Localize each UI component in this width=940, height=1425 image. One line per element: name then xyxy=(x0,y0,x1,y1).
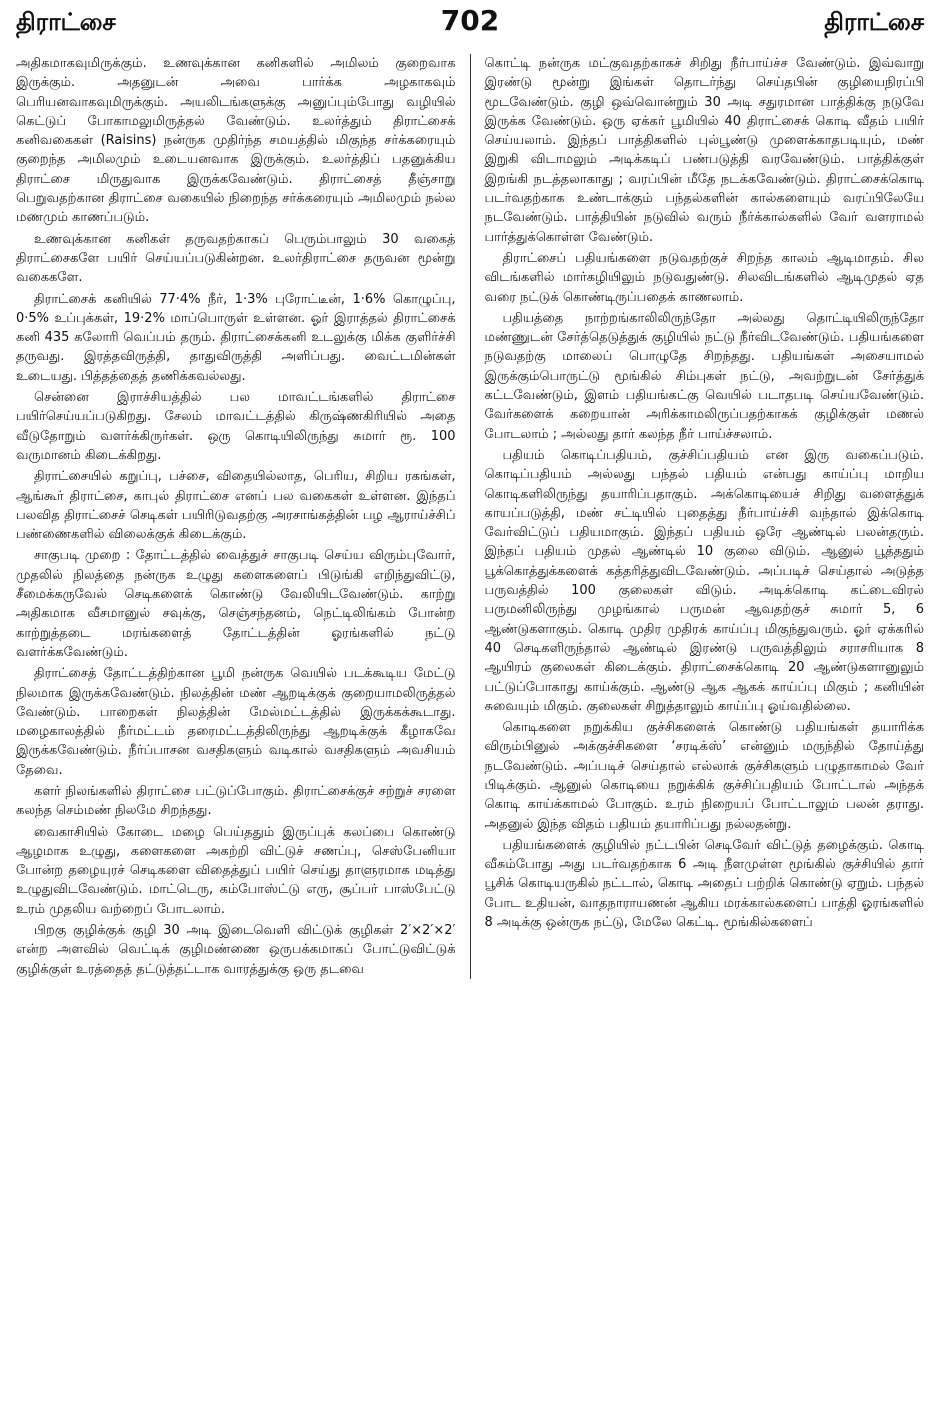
paragraph: திராட்சையில் கறுப்பு, பச்சை, விதையில்லாத, பெரிய, சிறிய ரகங்கள், ஆங்கூர் திராட்சை, காபுல் திராட்சை எனப் பல வகைகள் உள்ளன. இந்தப் பலவித திராட்சைச் செடிகள் பயிரிடுவதற்கு அரசாங்கத்தின் பழ ஆராய்ச்சிப் பண்ணைகளில் விலைக்குக் கிடைக்கும். xyxy=(16,469,456,543)
paragraph: பதியத்தை நாற்றங்காலிலிருந்தோ அல்லது தொட்டியிலிருந்தோ மண்ணுடன் சேர்த்தெடுத்துக் குழியில் நட்டு நீர்விடவேண்டும். பதியங்களை நடுவதற்கு மாலைப் பொழுதே சிறந்தது. பதியங்கள் அசையாமல் இருக்கும்பொருட்டு மூங்கில் சிம்புகள் நட்டு, அவற்றுடன் சேர்த்துக் கட்டவேண்டும், இளம் பதியங்கட்கு வெயில் படாதபடி செய்யவேண்டும். வேர்களைக் கறையான் அரிக்காமலிருப்பதற்காகக் குழிக்குள் மணல் போடலாம் ; அல்லது தார் கலந்த நீர் பாய்ச்சலாம். xyxy=(484,310,925,442)
paragraph: திராட்சைப் பதியங்களை நடுவதற்குச் சிறந்த காலம் ஆடிமாதம். சில விடங்களில் மார்கழியிலும் நடுவதுண்டு. சிலவிடங்களில் ஆடிமுதல் ஏத வரை நட்டுக் கொண்டிருப்பதைக் காணலாம். xyxy=(484,250,925,305)
right-column xyxy=(485,54,925,932)
running-title-right: திராட்சை xyxy=(824,8,924,36)
page-number: 702 xyxy=(440,4,500,37)
page-header xyxy=(16,4,924,54)
left-column xyxy=(16,54,456,979)
paragraph: கொட்டி நன்ருக மட்குவதற்காகச் சிறிது நீர்பாய்ச்ச வேண்டும். இவ்வாறு இரண்டு மூன்று இங்கள் தொடர்ந்து செய்தபின் குழியைநிரப்பி மூடவேண்டும். குழி ஒவ்வொன்றும் 30 அடி சதுரமான பாத்திக்கு நடுவே இருக்க வேண்டும். ஒரு ஏக்கர் பூமியில் 40 திராட்சைக் கொடி வீதம் பயிர் செய்யலாம். இந்தப் பாத்திகளில் புல்பூண்டு முளைக்காதபடியும், மண் இறுகி விடாமலும் அடிக்கடிப் பண்படுத்தி வரவேண்டும். பாத்திக்குள் இறங்கி நடத்தலாகாது ; வரப்பின் மீதே நடக்கவேண்டும். திராட்சைக்கொடி படர்வதற்காக உண்டாக்கும் பந்தல்களின் கால்களையும் வரப்பிலேயே நடவேண்டும். பாத்தியின் நடுவில் வரும் நீர்க்கால்களில் வேர் வளராமல் பார்த்துக்கொள்ள வேண்டும். xyxy=(484,56,925,245)
paragraph: திராட்சைக் கனியில் 77·4% நீர், 1·3% புரோட்டீன், 1·6% கொழுப்பு, 0·5% உப்புக்கள், 19·2% மாப்பொருள் உள்ளன. ஓர் இராத்தல் திராட்சைக் கனி 435 கலோரி வெப்பம் தரும். திராட்சைக்கனி உடலுக்கு மிக்க குளிர்ச்சி தருவது. இரத்தவிருத்தி, தாதுவிருத்தி அளிப்பது. வைட்டமின்கள் உடையது. பித்தத்தைத் தணிக்கவல்லது. xyxy=(16,291,456,384)
paragraph: உணவுக்கான கனிகள் தருவதற்காகப் பெரும்பாலும் 30 வகைத் திராட்சைகளே பயிர் செய்யப்படுகின்றன. உலர்திராட்சை தருவன மூன்று வகைகளே. xyxy=(16,231,456,286)
paragraph: சென்னை இராச்சியத்தில் பல மாவட்டங்களில் திராட்சை பயிர்செய்யப்படுகிறது. சேலம் மாவட்டத்தில் கிருஷ்ணகிரியில் அதை வீடுதோறும் வளர்க்கிருர்கள். ஒரு கொடியிலிருந்து சுமார் ரூ. 100 வருமானம் கிடைக்கிறது. xyxy=(16,390,456,463)
paragraph: களர் நிலங்களில் திராட்சை பட்டுப்போகும். திராட்சைக்குச் சற்றுச் சரளை கலந்த செம்மண் நிலமே சிறந்தது. xyxy=(16,783,456,819)
paragraph: வைகாசியில் கோடை மழை பெய்ததும் இருப்புக் கலப்பை கொண்டு ஆழமாக உழுது, களைகளை அகற்றி விட்டுச் சணப்பு, செஸ்பேனியா போன்ற தழையுரச் செடிகளை விதைத்துப் பயிர் செய்து தாளுரமாக மடித்து உழுதுவிடவேண்டும். மாட்டெரு, கம்போஸ்ட்டு எரு, சூப்பர் பாஸ்பேட்டு உரம் முதலிய வற்றைப் போடலாம். xyxy=(16,824,456,917)
paragraph: பிறகு குழிக்குக் குழி 30 அடி இடைவெளி விட்டுக் குழிகள் 2′×2′×2′ என்ற அளவில் வெட்டிக் குழிமண்ணை ஒருபக்கமாகப் போட்டுவிட்டுக் குழிக்குள் உரத்தைத் தட்டுத்தட்டாக வாரத்துக்கு ஒரு தடவை xyxy=(16,923,456,977)
running-title-left: திராட்சை xyxy=(16,8,116,36)
paragraph: திராட்சைத் தோட்டத்திற்கான பூமி நன்ருக வெயில் படக்கூடிய மேட்டு நிலமாக இருக்கவேண்டும். நிலத்தின் மண் ஆறடிக்குக் குறையாமலிருத்தல் வேண்டும். பாறைகள் நிலத்தின் மேல்மட்டத்தில் இருக்கக்கூடாது. மழைகாலத்தில் நீர்மட்டம் தரைமட்டத்திலிருந்து ஆறடிக்குக் கீழாகவே இருக்கவேண்டும். நீர்ப்பாசன வசதிகளும் வடிகால் வசதிகளும் அவசியம் தேவை. xyxy=(16,666,456,778)
paragraph: பதியங்களைக் குழியில் நட்டபின் செடிவேர் விட்டுத் தழைக்கும். கொடி வீசும்போது அது படர்வதற்காக 6 அடி நீளமுள்ள மூங்கில் குச்சியில் தார் பூசிக் கொடியருகில் நட்டால், கொடி அதைப் பற்றிக் கொண்டு ஏறும். பந்தல் போட உதியன், வாதநாராயணன் ஆகிய மரக்கால்களைப் பாத்தி ஓரங்களில் 8 அடிக்கு ஒன்ருக நட்டு, மேலே கெட்டி. மூங்கில்களைப் xyxy=(484,837,925,931)
paragraph: அதிகமாகவுமிருக்கும். உணவுக்கான கனிகளில் அமிலம் குறைவாக இருக்கும். அதனுடன் அவை பார்க்க அழகாகவும் பெரியனவாகவுமிருக்கும். அயலிடங்களுக்கு அனுப்பும்போது வழியில் கெட்டுப் போகாமலுமிருத்தல் வேண்டும். உலர்த்தும் திராட்சைக் கனிவகைகள் (Raisins) நன்ருக முதிர்ந்த சமயத்தில் மிகுந்த சர்க்கரையும் குறைந்த அமிலமும் உடையனவாக இருக்கும். உலர்த்திப் பதனுக்கிய திராட்சை மிருதுவாக இருக்கவேண்டும். திராட்சைத் தீஞ்சாறு பெறுவதற்கான திராட்சை வகையில் நிறைந்த சர்க்கரையும் அமிலமும் நல்ல மணமும் காணப்படும். xyxy=(16,56,456,226)
paragraph: கொடிகளை நறுக்கிய குச்சிகளைக் கொண்டு பதியங்கள் தயாரிக்க விரும்பினுல் அக்குச்சிகளை ‘சரடிக்ஸ்’ என்னும் மருந்தில் தோய்த்து நடவேண்டும். அப்படிச் செய்தால் எல்லாக் குச்சிகளும் பழுதாகாமல் வேர் பிடிக்கும். ஆனுல் கொடியை நறுக்கிக் குச்சிப்பதியம் போட்டால் அந்தக் கொடி காய்க்காமல் போகும். உரம் நிறையப் போட்டாலும் பலன் தராது. அதனுல் இந்த விதம் பதியம் தயாரிப்பது நல்லதன்று. xyxy=(484,720,925,832)
paragraph: பதியம் கொடிப்பதியம், குச்சிப்பதியம் என இரு வகைப்படும். கொடிப்பதியம் அல்லது பந்தல் பதியம் என்பது காய்ப்பு மாறிய கொடிகளிலிருந்து தயாரிப்பதாகும். அக்கொடியைச் சிறிது வளைத்துக் காயப்படுத்தி, மண் சட்டியில் புதைத்து நீர்பாய்ச்சி வந்தால் இக்கொடி வேர்விட்டுப் பதியமாகும். இந்தப் பதியம் ஒரே ஆண்டில் பலன்தரும். இந்தப் பதியம் முதல் ஆண்டில் 10 குலை விடும். ஆனுல் பூத்ததும் பூக்கொத்துக்களைக் கத்தரித்துவிடவேண்டும். அப்படிச் செய்தால் அடுத்த பருவத்தில் 100 குலைகள் விடும். அடிக்கொடி கட்டைவிரல் பருமனிலிருந்து முழங்கால் பருமன் ஆவதற்குச் சுமார் 5, 6 ஆண்டுகளாகும். கொடி முதிர முதிரக் காய்ப்பு மிகுந்துவரும். ஓர் ஏக்கரில் 40 செடிகளிருந்தால் ஆண்டில் இரண்டு பருவத்திலும் சராசரியாக 8 ஆயிரம் குலைகள் கிடைக்கும். திராட்சைக்கொடி 20 ஆண்டுகளானுலும் பட்டுப்போகாது காய்க்கும். ஆண்டு ஆக ஆகக் காய்ப்பு மிகும் ; கனியின் சுவையும் மிகும். குலைகள் சிறுத்தாலும் காய்ப்பு ஓய்வதில்லை. xyxy=(484,447,925,714)
two-column-body xyxy=(16,54,924,979)
column-divider xyxy=(470,54,471,979)
paragraph: சாகுபடி முறை : தோட்டத்தில் வைத்துச் சாகுபடி செய்ய விரும்புவோர், முதலில் நிலத்தை நன்ருக உழுது களைகளைப் பிடுங்கி எறிந்துவிட்டு, சீமைக்கருவேல் செடிகளைக் கொண்டு வேலியிடவேண்டும். காற்று அதிகமாக வீசமானுல் சவுக்கு, செஞ்சந்தனம், நெட்டிலிங்கம் போன்ற காற்றுத்தடை மரங்களைத் தோட்டத்தின் ஓரங்களில் நட்டு வளர்க்கவேண்டும். xyxy=(16,548,456,660)
